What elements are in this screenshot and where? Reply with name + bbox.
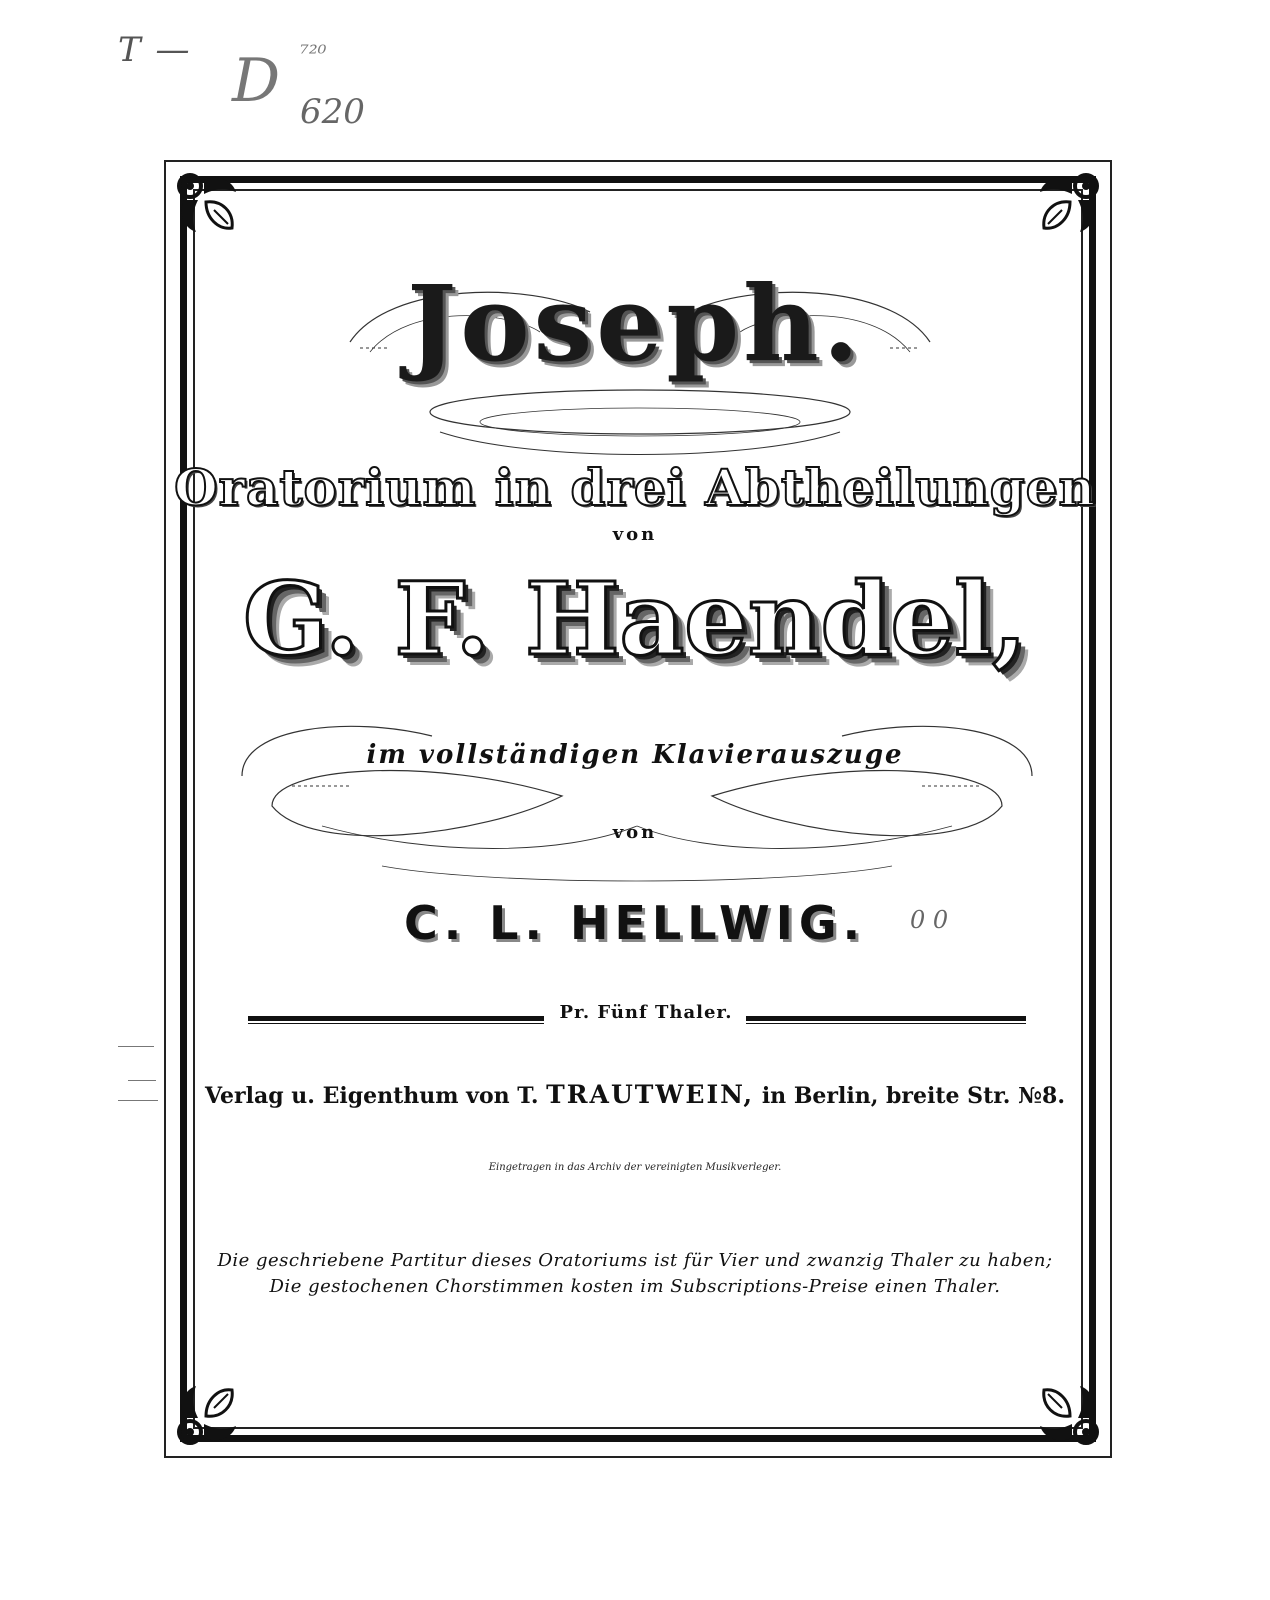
price-rule-left xyxy=(248,1016,544,1024)
composer-name: G. F. Haendel, xyxy=(243,560,1027,678)
stamp-number: 620 xyxy=(300,92,365,132)
publisher-suffix: in Berlin, breite Str. №8. xyxy=(761,1083,1065,1109)
corner-ornament-icon xyxy=(1028,166,1106,244)
chorus-parts-note: Die gestochenen Chorstimmen kosten im Subscriptions-Preise einen Thaler. xyxy=(269,1276,1001,1297)
handwritten-mark: T — xyxy=(118,30,192,70)
price-label: Pr. Fünf Thaler. xyxy=(559,1002,733,1023)
publisher-line xyxy=(0,1080,1270,1109)
publisher-name: TRAUTWEIN, xyxy=(546,1080,755,1109)
page-title: Joseph. xyxy=(407,262,863,385)
corner-ornament-icon xyxy=(1028,1374,1106,1452)
stamp-small-number: ⁷²⁰ xyxy=(300,42,327,67)
handwritten-mark: 0 0 xyxy=(910,906,949,934)
corner-ornament-icon xyxy=(170,1374,248,1452)
score-note: Die geschriebene Partitur dieses Oratoriums ist für Vier und zwanzig Thaler zu haben; xyxy=(217,1250,1053,1271)
arrangement-line: im vollständigen Klavierauszuge xyxy=(366,740,904,770)
arranger-name: C. L. HELLWIG. xyxy=(403,896,867,950)
by-label: von xyxy=(612,822,658,843)
corner-ornament-icon xyxy=(170,166,248,244)
registration-note: Eingetragen in das Archiv der vereinigten Musikverleger. xyxy=(488,1162,782,1173)
by-label: von xyxy=(612,524,658,545)
stamp-letter: D xyxy=(232,46,281,116)
price-rule-right xyxy=(746,1016,1026,1024)
publisher-prefix: Verlag u. Eigenthum von T. xyxy=(204,1083,539,1109)
page-subtitle: Oratorium in drei Abtheilungen xyxy=(174,458,1096,517)
margin-tick xyxy=(118,1046,154,1047)
